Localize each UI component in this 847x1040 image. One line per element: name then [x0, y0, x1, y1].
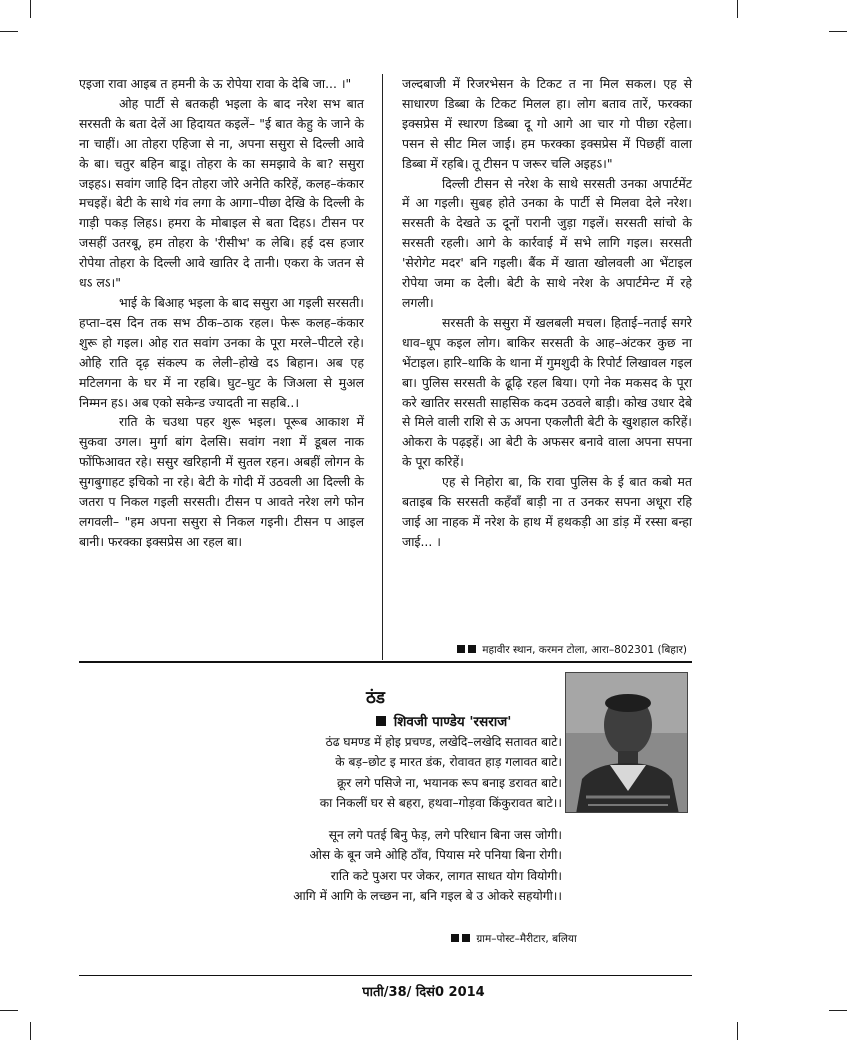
poet-address [451, 932, 577, 946]
story-paragraph: सरसती के ससुरा में खलबली मचल। हिताई–नताई सगरे धाव–धूप कइल लोग। बाकिर सरसती के आह–अंटकर कुछ ना भेंटाइल। हारि–थाकि के थाना में गुमशुदी के रिपोर्ट लिखावल गइल बा। पुलिस सरसती के ढूढ़ि रहल बिया। एगो नेक मकसद के पूरा करे खातिर सरसती साहसिक कदम उठवले बाड़ी। कोख उधार देबे से मिले वाली राशि से ऊ अपना एकलौती बेटी के खुशहाल करिहें। ओकरा के पढ़इहें। आ बेटी के अफसर बनावे वाला अपना सपना के पूरा करिहें। [402, 314, 692, 470]
poem-line: राति कटे पुअरा पर जेकर, लागत साधत योग वियोगी। [330, 868, 562, 883]
crop-mark [30, 0, 31, 18]
crop-mark [737, 0, 738, 18]
square-bullet-icon [376, 716, 386, 726]
story-paragraph: ओह पार्टी से बतकही भइला के बाद नरेश सभ बात सरसती के बता देलें आ हिदायत कइलें– "ई बात केहु के जाने के ना चाहीं। आ तोहरा एहिजा से ना, अपना ससुरा से दिल्ली आवे के बा। चतुर बहिन बाडू। तोहरा के का समझावे के बा? ससुरा जइहऽ। सवांग जाहि दिन तोहरा जोरे अनेति करिहें, कलह–कंकार मचइहें। बेटी के साथे गंव लगा के आगा–पीछा देखि के दिल्ली के गाड़ी पकड़ लिहऽ। हमरा के मोबाइल से बता दिहऽ। टीसन पर जसहीं उतरबू, हम तोहरा के 'रीसीभ' क लेबि। हई दस हजार रोपेया तोहरा के दिल्ली आवे खातिर दे तानी। एकरा के जतन से धऽ लऽ।" [79, 95, 364, 291]
story-paragraph: दिल्ली टीसन से नरेश के साथे सरसती उनका अपार्टमेंट में आ गइली। सुबह होते उनका के पार्टी से मिलवा देले नरेश। सरसती के देखते ऊ दूनों परानी जुड़ा गइलें। सरसती सांचो के सरसती रहली। आगे के कार्रवाई में सभे लागि गइल। सरसती 'सेरोगेट मदर' बनि गइली। बैंक में खाता खोलवली आ भेंटाइल रोपेया जमा क देली। बेटी के साथे नरेश के अपार्टमेन्ट में रहे लगली। [402, 175, 692, 310]
poet-address-text: ग्राम–पोस्ट–मैरीटार, बलिया [476, 933, 577, 945]
story-paragraph: भाई के बिआह भइला के बाद ससुरा आ गइली सरसती। हप्ता–दस दिन तक सभ ठीक–ठाक रहल। फेरू कलह–कंकार शुरू हो गइल। ओह रात सवांग उनका के पूरा मरले–पीटले रहे। ओहि राति दृढ़ संकल्प क लेली–होखे दऽ बिहान। अब एह मटिलगना के घर में ना रहबि। घुट–घुट के जिअला से मुअल निम्मन हऽ। अब एको सकेन्ड ज्यादती ना सहबि..। [79, 294, 364, 410]
poem-line: ठंढ घमण्ड में होइ प्रचण्ड, लखेदि–लखेदि सतावत बाटे। [325, 735, 562, 749]
poem-title: ठंड [366, 688, 385, 708]
poem-line: क्रूर लगे पसिजे ना, भयानक रूप बनाइ डरावत बाटे। [336, 775, 562, 790]
author-photo [565, 672, 688, 813]
square-bullet-icon [462, 934, 470, 942]
poem-line: के बड़–छोट इ मारत डंक, रोवावत हाड़ गलावत बाटे। [335, 755, 562, 770]
poem-line: सून लगे पतई बिनु फेड़, लगे परिधान बिना जस जोगी। [328, 828, 562, 842]
poem-line: ओस के बून जमे ओहि ठाँव, पियास मरे पनिया बिना रोगी। [309, 848, 562, 863]
page-footer: पाती/38/ दिसं0 2014 [362, 985, 485, 1000]
poem-stanza [320, 732, 562, 814]
square-bullet-icon [451, 934, 459, 942]
square-bullet-icon [457, 645, 465, 653]
story-paragraph: राति के चउथा पहर शुरू भइल। पूरूब आकाश में सुकवा उगल। मुर्गा बांग देलसि। सवांग नशा में डूबल नाक फोंफिआवत रहे। ससुर खरिहानी में सुतल रहन। अबहीं लोगन के सुगबुगाहट इचिको ना रहे। बेटी के गोदी में उठवली आ दिल्ली के जतरा प निकल गइली सरसती। टीसन प आवते नरेश लगे फोन लगवली– "हम अपना ससुरा से निकल गइनी। टीसन प आइल बानी। फरक्का इक्सप्रेस आ रहल बा। [79, 414, 364, 549]
crop-mark [0, 1010, 18, 1011]
poem-author-name: शिवजी पाण्डेय 'रसराज' [393, 714, 512, 730]
crop-mark [829, 31, 847, 32]
crop-mark [829, 1010, 847, 1011]
story-paragraph: एइजा रावा आइब त हमनी के ऊ रोपेया रावा के देबि जा... ।" [79, 76, 352, 91]
column-divider [382, 74, 383, 660]
poem-author [376, 712, 511, 730]
story-column-right [402, 74, 692, 552]
story-paragraph: जल्दबाजी में रिजरभेसन के टिकट त ना मिल सकल। एह से साधारण डिब्बा के टिकट मिलल हा। लोग बताव तारें, फरक्का इक्सप्रेस में स्धारण डिब्बा दू गो आगे आ चार गो पीछा रहेला। पसन से सीट मिल जाई। हम फरक्का इक्सप्रेस में पिछहीं वाला डिब्बा में रहबि। तू टीसन प जरूर चलि अइहऽ।" [402, 76, 692, 171]
story-author-address [457, 643, 687, 657]
crop-mark [737, 1022, 738, 1040]
story-column-left [79, 74, 364, 552]
square-bullet-icon [468, 645, 476, 653]
author-portrait-icon [566, 673, 688, 813]
story-paragraph: एह से निहोरा बा, कि रावा पुलिस के ई बात कबो मत बताइब कि सरसती कहँवाँ बाड़ी ना त उनकर सपना अधूरा रहि जाई आ नाहक में नरेश के हाथ में हथकड़ी आ डांड़ में रस्सा बन्हा जाई... । [402, 474, 692, 549]
poem-line: आगि में आगि के लच्छन ना, बनि गइल बे उ ओकरे सहयोगी।। [293, 889, 562, 904]
poem-line: का निकलीं घर से बहरा, हथवा–गोड़वा किंकुरावत बाटे।। [319, 796, 562, 811]
crop-mark [0, 31, 18, 32]
poem-stanza [293, 825, 562, 907]
section-divider [79, 661, 692, 663]
story-author-address-text: महावीर स्थान, करमन टोला, आरा–802301 (बिहार) [482, 644, 687, 656]
crop-mark [30, 1022, 31, 1040]
footer-rule [79, 975, 692, 976]
